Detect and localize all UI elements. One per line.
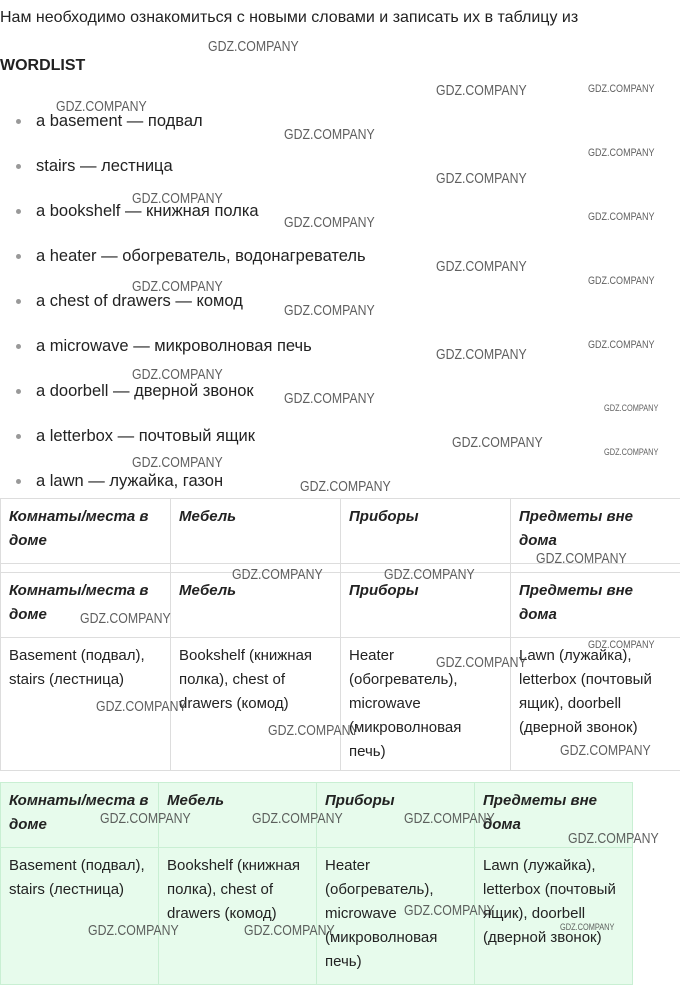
watermark: GDZ.COMPANY [436, 82, 527, 99]
watermark: GDZ.COMPANY [404, 810, 495, 827]
watermark: GDZ.COMPANY [284, 126, 375, 143]
watermark: GDZ.COMPANY [560, 922, 614, 932]
table-cell: Heater (обогреватель), microwave (микроволновая печь) [341, 638, 511, 771]
watermark: GDZ.COMPANY [404, 902, 495, 919]
watermark: GDZ.COMPANY [436, 346, 527, 363]
watermark: GDZ.COMPANY [588, 211, 654, 223]
watermark: GDZ.COMPANY [244, 922, 335, 939]
watermark: GDZ.COMPANY [588, 639, 654, 651]
word-list [0, 110, 366, 515]
watermark: GDZ.COMPANY [588, 339, 654, 351]
header-cell: Комнаты/места в доме [1, 573, 171, 638]
list-item: a basement — подвал [0, 110, 366, 155]
list-item: a doorbell — дверной звонок [0, 380, 366, 425]
table-cell: Bookshelf (книжная полка), chest of drawers (комод) [171, 638, 341, 771]
watermark: GDZ.COMPANY [56, 98, 147, 115]
watermark: GDZ.COMPANY [284, 214, 375, 231]
watermark: GDZ.COMPANY [284, 390, 375, 407]
table-cell: Lawn (лужайка), letterbox (почтовый ящик), doorbell (дверной звонок) [475, 848, 633, 985]
header-cell: Предметы вне дома [511, 573, 680, 638]
empty-cell [171, 564, 341, 573]
watermark: GDZ.COMPANY [604, 447, 658, 457]
watermark: GDZ.COMPANY [384, 566, 475, 583]
watermark: GDZ.COMPANY [568, 830, 659, 847]
header-cell: Мебель [159, 783, 317, 848]
list-item: a lawn — лужайка, газон [0, 470, 366, 515]
header-cell: Комнаты/места в доме [1, 783, 159, 848]
watermark: GDZ.COMPANY [436, 170, 527, 187]
watermark: GDZ.COMPANY [132, 366, 223, 383]
list-item: a microwave — микроволновая печь [0, 335, 366, 380]
list-item: a bookshelf — книжная полка [0, 200, 366, 245]
watermark: GDZ.COMPANY [80, 610, 171, 627]
watermark: GDZ.COMPANY [132, 454, 223, 471]
header-cell: Комнаты/места в доме [1, 499, 171, 564]
watermark: GDZ.COMPANY [284, 302, 375, 319]
watermark: GDZ.COMPANY [536, 550, 627, 567]
watermark: GDZ.COMPANY [252, 810, 343, 827]
header-cell: Приборы [341, 573, 511, 638]
watermark: GDZ.COMPANY [436, 258, 527, 275]
table-cell: Bookshelf (книжная полка), chest of drawers (комод) [159, 848, 317, 985]
header-cell: Приборы [317, 783, 475, 848]
watermark: GDZ.COMPANY [268, 722, 359, 739]
watermark: GDZ.COMPANY [132, 190, 223, 207]
header-cell: Мебель [171, 573, 341, 638]
wordlist-heading: WORDLIST [0, 57, 85, 75]
header-cell: Мебель [171, 499, 341, 564]
empty-cell [1, 564, 171, 573]
list-item: a chest of drawers — комод [0, 290, 366, 335]
watermark: GDZ.COMPANY [232, 566, 323, 583]
watermark: GDZ.COMPANY [588, 83, 654, 95]
watermark: GDZ.COMPANY [452, 434, 543, 451]
watermark: GDZ.COMPANY [300, 478, 391, 495]
empty-cell [341, 564, 511, 573]
header-cell: Предметы вне дома [511, 499, 680, 564]
watermark: GDZ.COMPANY [436, 654, 527, 671]
watermark: GDZ.COMPANY [588, 147, 654, 159]
watermark: GDZ.COMPANY [88, 922, 179, 939]
answer-table-plain [0, 498, 680, 771]
watermark: GDZ.COMPANY [604, 403, 658, 413]
list-item: a heater — обогреватель, водонагреватель [0, 245, 366, 290]
table-cell: Heater (обогреватель), microwave (микроволновая печь) [317, 848, 475, 985]
watermark: GDZ.COMPANY [560, 742, 651, 759]
watermark: GDZ.COMPANY [588, 275, 654, 287]
watermark: GDZ.COMPANY [132, 278, 223, 295]
list-item: a letterbox — почтовый ящик [0, 425, 366, 470]
empty-cell [511, 564, 680, 573]
table-cell: Basement (подвал), stairs (лестница) [1, 638, 171, 771]
intro-text: Нам необходимо ознакомиться с новыми словами и записать их в таблицу из [0, 8, 578, 28]
watermark: GDZ.COMPANY [100, 810, 191, 827]
watermark: GDZ.COMPANY [96, 698, 187, 715]
header-cell: Предметы вне дома [475, 783, 633, 848]
watermark: GDZ.COMPANY [208, 38, 299, 55]
table-cell: Lawn (лужайка), letterbox (почтовый ящик), doorbell (дверной звонок) [511, 638, 680, 771]
answer-table-highlighted [0, 782, 633, 985]
table-cell: Basement (подвал), stairs (лестница) [1, 848, 159, 985]
header-cell: Приборы [341, 499, 511, 564]
list-item: stairs — лестница [0, 155, 366, 200]
